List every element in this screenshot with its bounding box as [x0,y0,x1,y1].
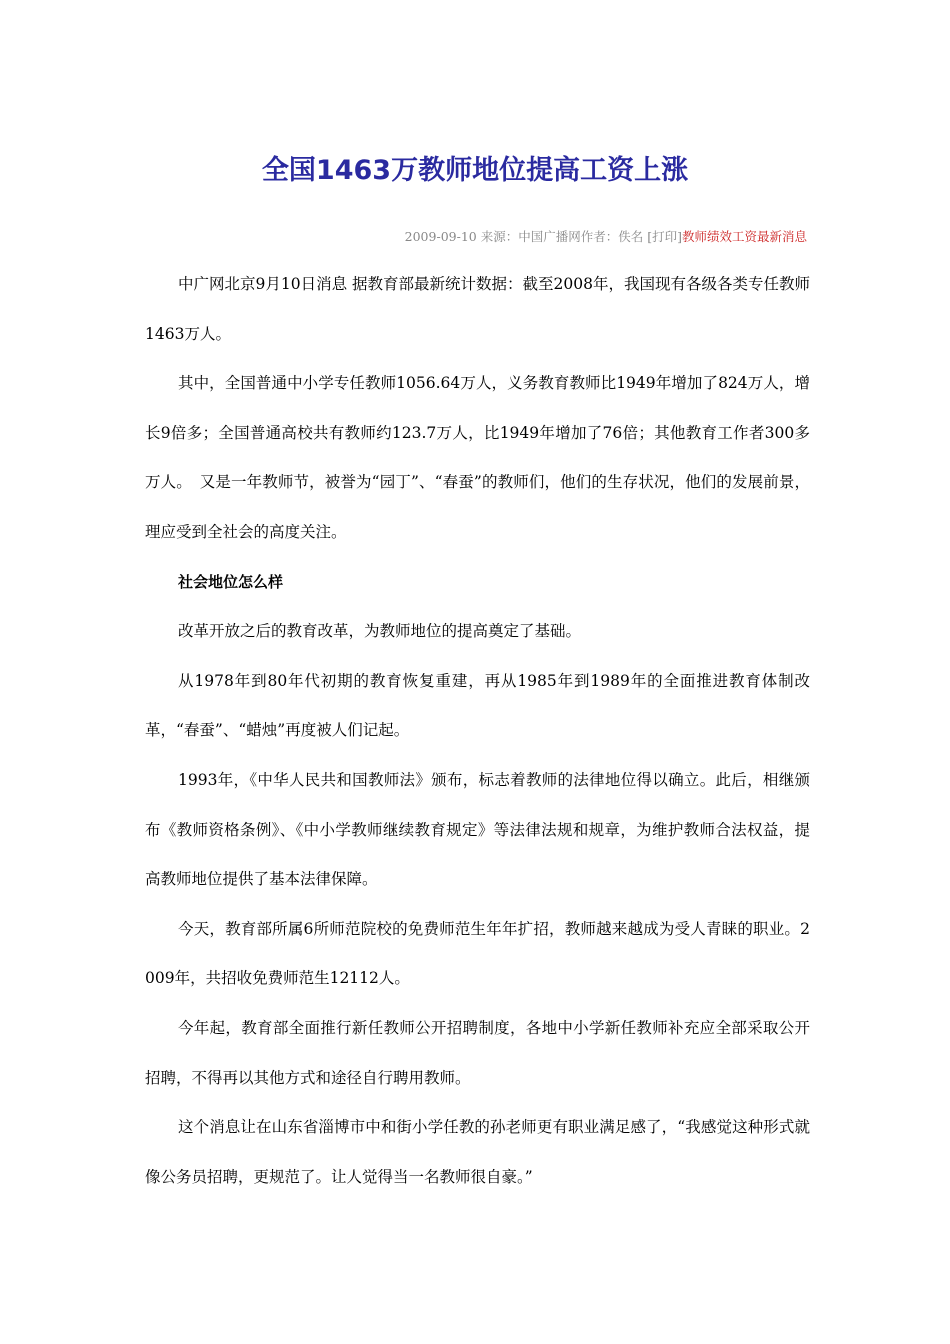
paragraph: 这个消息让在山东省淄博市中和街小学任教的孙老师更有职业满足感了，“我感觉这种形式就像公务员招聘，更规范了。让人觉得当一名教师很自豪。” [145,1118,810,1186]
publish-date: 2009-09-10 [404,229,477,244]
section-heading: 社会地位怎么样 [178,572,284,591]
paragraph: 中广网北京9月10日消息 据教育部最新统计数据：截至2008年，我国现有各级各类专任教师1463万人。 [145,275,810,343]
article-meta [405,227,807,245]
paragraph: 今天，教育部所属6所师范院校的免费师范生年年扩招，教师越来越成为受人青睐的职业。2009年，共招收免费师范生12112人。 [145,919,810,988]
paragraph: 1993年，《中华人民共和国教师法》颁布，标志着教师的法律地位得以确立。此后，相继颁布《教师资格条例》、《中小学教师继续教育规定》等法律法规和规章，为维护教师合法权益，提高教师地位提供了基本法律保障。 [145,770,810,889]
paragraph: 今年起，教育部全面推行新任教师公开招聘制度，各地中小学新任教师补充应全部采取公开招聘，不得再以其他方式和途径自行聘用教师。 [145,1018,810,1087]
paragraph: 其中，全国普通中小学专任教师1056.64万人，义务教育教师比1949年增加了824万人，增长9倍多；全国普通高校共有教师约123.7万人，比1949年增加了76倍；其他教育工作者300多万人。 又是一年教师节，被誉为“园丁”、“春蚕”的教师们，他们的生存状况，他们的发展前景，理应受到全社会的高度关注。 [145,374,810,541]
article-title: 全国1463万教师地位提高工资上涨 [261,155,689,186]
related-news-link[interactable]: 教师绩效工资最新消息 [681,229,807,244]
source-label: 来源：中国广播网作者：佚名 [480,229,644,244]
article-body [145,260,810,1202]
paragraph: 改革开放之后的教育改革，为教师地位的提高奠定了基础。 [178,622,582,641]
paragraph: 从1978年到80年代初期的教育恢复重建，再从1985年到1989年的全面推进教育体制改革，“春蚕”、“蜡烛”再度被人们记起。 [145,671,810,740]
print-link[interactable]: [打印] [647,229,682,244]
